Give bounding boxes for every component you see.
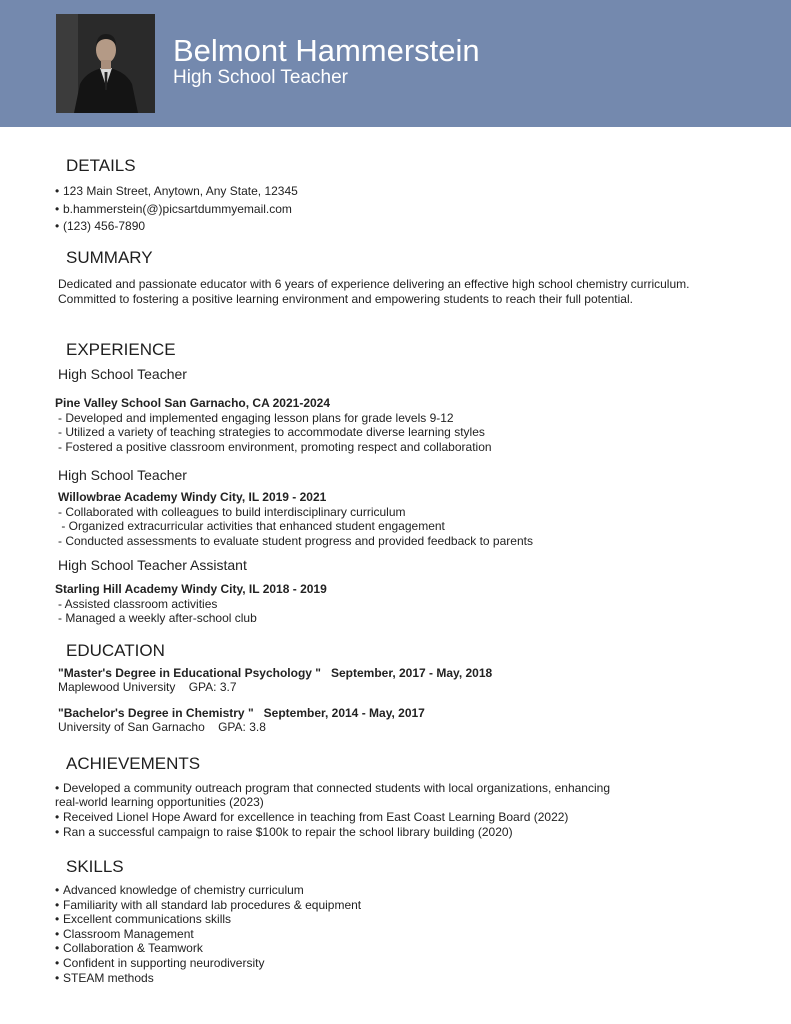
details-heading: DETAILS <box>66 156 136 175</box>
job-duty: - Assisted classroom activities <box>58 597 218 611</box>
skill-item: • Familiarity with all standard lab procedures & equipment <box>55 897 362 912</box>
degree-title: "Bachelor's Degree in Chemistry " September, 2014 - May, 2017 <box>58 706 425 720</box>
job-meta: Willowbrae Academy Windy City, IL 2019 - 2021 <box>58 490 327 504</box>
degree-title: "Master's Degree in Educational Psychology " September, 2017 - May, 2018 <box>58 666 493 680</box>
degree-school: University of San Garnacho GPA: 3.8 <box>58 720 266 734</box>
job-duty: - Developed and implemented engaging lesson plans for grade levels 9-12 <box>58 411 454 425</box>
resume-header <box>0 0 791 127</box>
candidate-role: High School Teacher <box>173 67 348 88</box>
achievements-heading: ACHIEVEMENTS <box>66 754 201 773</box>
degree-school: Maplewood University GPA: 3.7 <box>58 680 237 694</box>
summary-text: Dedicated and passionate educator with 6 years of experience delivering an effective high school chemistry curriculum. Committed to fostering a positive learning environment and empowering students to reach their full potential. <box>58 277 690 306</box>
job-duty: - Organized extracurricular activities that enhanced student engagement <box>58 519 445 533</box>
skill-item: • Confident in supporting neurodiversity <box>55 955 265 970</box>
job-duty: - Managed a weekly after-school club <box>58 611 257 625</box>
skill-item: • Collaboration & Teamwork <box>55 941 203 956</box>
experience-heading: EXPERIENCE <box>66 340 176 359</box>
job-duty: - Fostered a positive classroom environment, promoting respect and collaboration <box>58 440 492 454</box>
achievement-item: • Ran a successful campaign to raise $100k to repair the school library building (2020) <box>55 825 513 839</box>
job-duty: - Utilized a variety of teaching strategies to accommodate diverse learning styles <box>58 425 485 439</box>
details-list <box>55 184 298 234</box>
phone-item: • (123) 456-7890 <box>55 219 146 234</box>
job-duty: - Collaborated with colleagues to build interdisciplinary curriculum <box>58 505 406 519</box>
email-item: • b.hammerstein(@)picsartdummyemail.com <box>55 201 292 216</box>
job-meta: Pine Valley School San Garnacho, CA 2021-2024 <box>55 396 331 410</box>
job-title: High School Teacher <box>58 366 187 382</box>
achievement-item: • Received Lionel Hope Award for excellence in teaching from East Coast Learning Board (2022) <box>55 810 569 824</box>
skills-list <box>55 883 361 985</box>
candidate-name: Belmont Hammerstein <box>173 33 480 68</box>
job-title: High School Teacher Assistant <box>58 557 247 573</box>
job-title: High School Teacher <box>58 467 187 483</box>
summary-heading: SUMMARY <box>66 248 153 267</box>
skill-item: • Classroom Management <box>55 926 194 941</box>
job-duty: - Conducted assessments to evaluate student progress and provided feedback to parents <box>58 534 533 548</box>
address-item: • 123 Main Street, Anytown, Any State, 12345 <box>55 184 298 198</box>
job-meta: Starling Hill Academy Windy City, IL 2018 - 2019 <box>55 582 327 596</box>
skills-heading: SKILLS <box>66 857 124 876</box>
education-heading: EDUCATION <box>66 641 165 660</box>
skill-item: • STEAM methods <box>55 970 154 985</box>
skill-item: • Advanced knowledge of chemistry curriculum <box>55 883 304 897</box>
achievement-item-continued: real-world learning opportunities (2023) <box>55 795 264 809</box>
profile-photo <box>56 14 155 113</box>
skill-item: • Excellent communications skills <box>55 912 232 927</box>
achievement-item: • Developed a community outreach program that connected students with local organizations, enhancing <box>55 781 610 795</box>
